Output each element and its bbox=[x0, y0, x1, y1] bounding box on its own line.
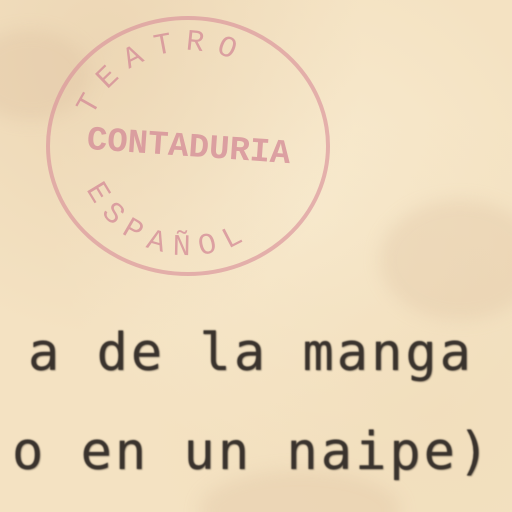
theater-stamp bbox=[38, 8, 338, 284]
stamp-bottom-text: ESPAÑOL bbox=[77, 176, 258, 266]
stamp-top-text: TEATRO bbox=[71, 25, 253, 122]
typed-line-2: o en un naipe) bbox=[12, 422, 493, 482]
paper-stain bbox=[380, 200, 512, 320]
stamp-center-text: CONTADURIA bbox=[85, 121, 292, 175]
typed-line-1: a de la manga bbox=[28, 323, 474, 383]
